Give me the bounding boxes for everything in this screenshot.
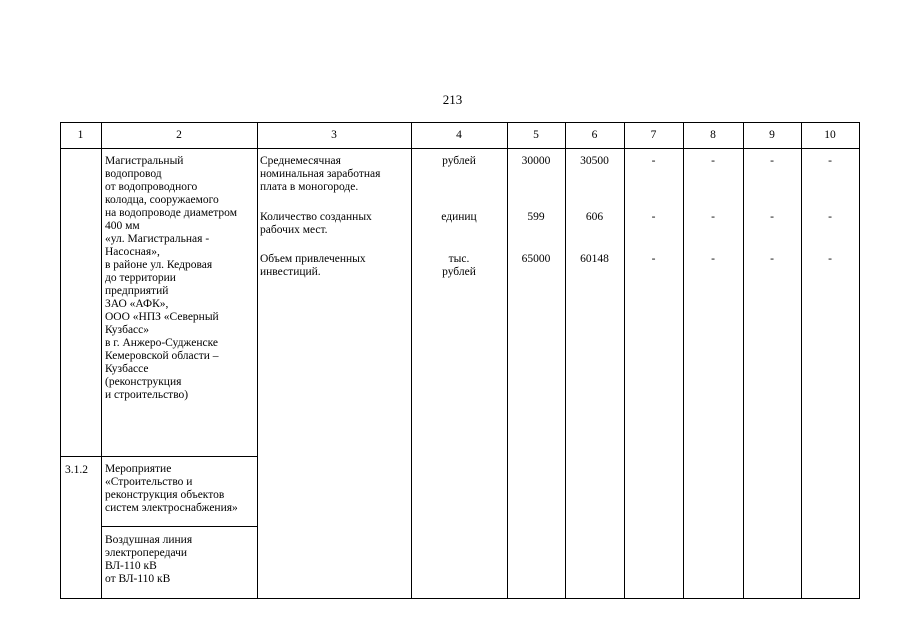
indicator-value-5: 599	[527, 211, 545, 223]
indicator-name-line: Среднемесячная	[260, 155, 341, 167]
object-name-line: в районе ул. Кедровая	[105, 259, 213, 271]
indicator-value-6: 30500	[580, 155, 609, 167]
header-bottom-rule	[60, 148, 860, 149]
col-border-10	[859, 122, 860, 599]
object-name-line: от водопроводного	[105, 181, 198, 193]
header-cell-2: 2	[176, 129, 182, 141]
powerline-name-line: ВЛ-110 кВ	[105, 560, 157, 572]
object-name-line: Кемеровской области –	[105, 350, 219, 362]
indicator-value-6: 606	[585, 211, 604, 223]
indicator-unit: тыс.	[448, 253, 470, 265]
header-cell-10: 10	[824, 129, 836, 141]
indicator-unit: рублей	[442, 155, 476, 167]
indicator-value-9: -	[770, 253, 774, 265]
header-cell-6: 6	[591, 129, 598, 141]
object-name-line: ЗАО «АФК»,	[105, 298, 169, 310]
object-name-line: на водопроводе диаметром	[105, 207, 237, 219]
col-border-7	[683, 122, 684, 599]
powerline-name-line: электропередачи	[105, 547, 188, 559]
col-border-9	[801, 122, 802, 599]
indicator-name-line: Количество созданных	[260, 211, 372, 223]
object-name-line: Кузбассе	[105, 363, 149, 375]
header-cell-4: 4	[456, 129, 462, 141]
object-name-line: водопровод	[105, 168, 162, 180]
col-border-0	[60, 122, 61, 599]
header-cell-7: 7	[650, 129, 657, 141]
header-cell-1: 1	[77, 129, 84, 141]
header-cell-8: 8	[710, 129, 716, 141]
indicator-value-8: -	[711, 211, 715, 223]
table-border-top	[60, 122, 860, 123]
object-name-line: предприятий	[105, 285, 169, 297]
header-cell-3: 3	[331, 129, 337, 141]
indicator-name-line: рабочих мест.	[260, 224, 328, 236]
row-divider-last	[101, 526, 257, 527]
indicator-value-7: -	[651, 211, 656, 223]
data-table	[60, 122, 860, 599]
object-name-line: и строительство)	[105, 389, 189, 401]
indicator-value-5: 65000	[521, 253, 551, 265]
indicator-value-7: -	[651, 155, 656, 167]
table-border-bottom	[60, 598, 860, 599]
object-name-line: Насосная»,	[105, 246, 160, 258]
object-name-line: Кузбасс»	[105, 324, 150, 336]
measure-name-line: «Строительство и	[105, 476, 193, 488]
col-border-8	[743, 122, 744, 599]
indicator-value-10: -	[828, 155, 832, 167]
object-name-line: 400 мм	[105, 220, 140, 232]
indicator-name-line: номинальная заработная	[260, 168, 381, 180]
indicator-unit: единиц	[441, 211, 477, 223]
object-name-line: Магистральный	[105, 155, 184, 167]
col-border-2	[257, 122, 258, 599]
object-name-line: до территории	[105, 272, 176, 284]
page-number: 213	[442, 92, 463, 107]
row-number-312: 3.1.2	[65, 464, 88, 476]
indicator-value-7: -	[651, 253, 656, 265]
col-border-5	[565, 122, 566, 599]
col-border-3	[411, 122, 412, 599]
measure-name-line: реконструкция объектов	[105, 489, 225, 501]
measure-name-line: систем электроснабжения»	[105, 502, 238, 514]
object-name-line: ООО «НПЗ «Северный	[105, 311, 219, 323]
col-border-4	[507, 122, 508, 599]
indicator-value-10: -	[828, 253, 832, 265]
powerline-name-line: Воздушная линия	[105, 534, 193, 546]
measure-name-line: Мероприятие	[105, 463, 172, 475]
row-divider-312	[60, 456, 257, 457]
object-name-line: (реконструкция	[105, 376, 182, 388]
indicator-value-8: -	[711, 253, 715, 265]
header-cell-5: 5	[533, 129, 539, 141]
object-name-line: в г. Анжеро-Судженске	[105, 337, 218, 349]
indicator-name-line: Объем привлеченных	[260, 253, 366, 265]
col-border-6	[624, 122, 625, 599]
indicator-value-5: 30000	[521, 155, 551, 167]
col-border-1	[101, 122, 102, 599]
indicator-value-9: -	[770, 211, 774, 223]
indicator-value-6: 60148	[580, 253, 609, 265]
indicator-name-line: плата в моногороде.	[260, 181, 359, 193]
indicator-unit: рублей	[442, 266, 476, 278]
object-name-line: «ул. Магистральная -	[105, 233, 210, 245]
indicator-value-8: -	[711, 155, 715, 167]
powerline-name-line: от ВЛ-110 кВ	[105, 573, 171, 585]
header-cell-9: 9	[769, 129, 775, 141]
indicator-value-9: -	[770, 155, 774, 167]
indicator-value-10: -	[828, 211, 832, 223]
object-name-line: колодца, сооружаемого	[105, 194, 219, 206]
indicator-name-line: инвестиций.	[260, 266, 321, 278]
